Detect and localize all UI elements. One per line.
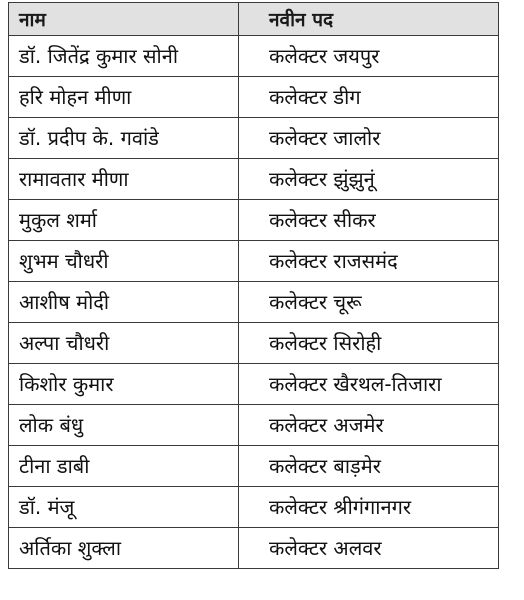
officer-name-cell: हरि मोहन मीणा <box>9 77 239 118</box>
table-row <box>9 446 499 487</box>
officer-name-cell: शुभम चौधरी <box>9 241 239 282</box>
officer-name-cell: मुकुल शर्मा <box>9 200 239 241</box>
header-row <box>9 3 499 36</box>
table-row <box>9 528 499 569</box>
officer-name-cell: अर्तिका शुक्ला <box>9 528 239 569</box>
new-post-cell: कलेक्टर सिरोही <box>239 323 499 364</box>
table-row <box>9 405 499 446</box>
table-row <box>9 118 499 159</box>
new-post-cell: कलेक्टर खैरथल-तिजारा <box>239 364 499 405</box>
table-row <box>9 159 499 200</box>
officer-name-cell: किशोर कुमार <box>9 364 239 405</box>
table-row <box>9 36 499 77</box>
new-post-cell: कलेक्टर राजसमंद <box>239 241 499 282</box>
table-row <box>9 364 499 405</box>
new-post-cell: कलेक्टर चूरू <box>239 282 499 323</box>
table-header <box>9 3 499 36</box>
transfer-table <box>8 2 499 569</box>
table-row <box>9 282 499 323</box>
table-row <box>9 77 499 118</box>
new-post-cell: कलेक्टर जयपुर <box>239 36 499 77</box>
table-body <box>9 36 499 569</box>
table-row <box>9 487 499 528</box>
column-header-new-post: नवीन पद <box>239 3 499 36</box>
officer-name-cell: टीना डाबी <box>9 446 239 487</box>
new-post-cell: कलेक्टर अलवर <box>239 528 499 569</box>
table-row <box>9 200 499 241</box>
new-post-cell: कलेक्टर श्रीगंगानगर <box>239 487 499 528</box>
table-row <box>9 241 499 282</box>
new-post-cell: कलेक्टर सीकर <box>239 200 499 241</box>
officer-name-cell: लोक बंधु <box>9 405 239 446</box>
new-post-cell: कलेक्टर जालोर <box>239 118 499 159</box>
officer-name-cell: डॉ. मंजू <box>9 487 239 528</box>
new-post-cell: कलेक्टर झुंझुनूं <box>239 159 499 200</box>
new-post-cell: कलेक्टर डीग <box>239 77 499 118</box>
column-header-name: नाम <box>9 3 239 36</box>
officer-name-cell: अल्पा चौधरी <box>9 323 239 364</box>
new-post-cell: कलेक्टर बाड़मेर <box>239 446 499 487</box>
officer-name-cell: डॉ. जितेंद्र कुमार सोनी <box>9 36 239 77</box>
table-row <box>9 323 499 364</box>
new-post-cell: कलेक्टर अजमेर <box>239 405 499 446</box>
officer-name-cell: आशीष मोदी <box>9 282 239 323</box>
officer-name-cell: रामावतार मीणा <box>9 159 239 200</box>
transfer-list <box>8 2 498 569</box>
officer-name-cell: डॉ. प्रदीप के. गवांडे <box>9 118 239 159</box>
